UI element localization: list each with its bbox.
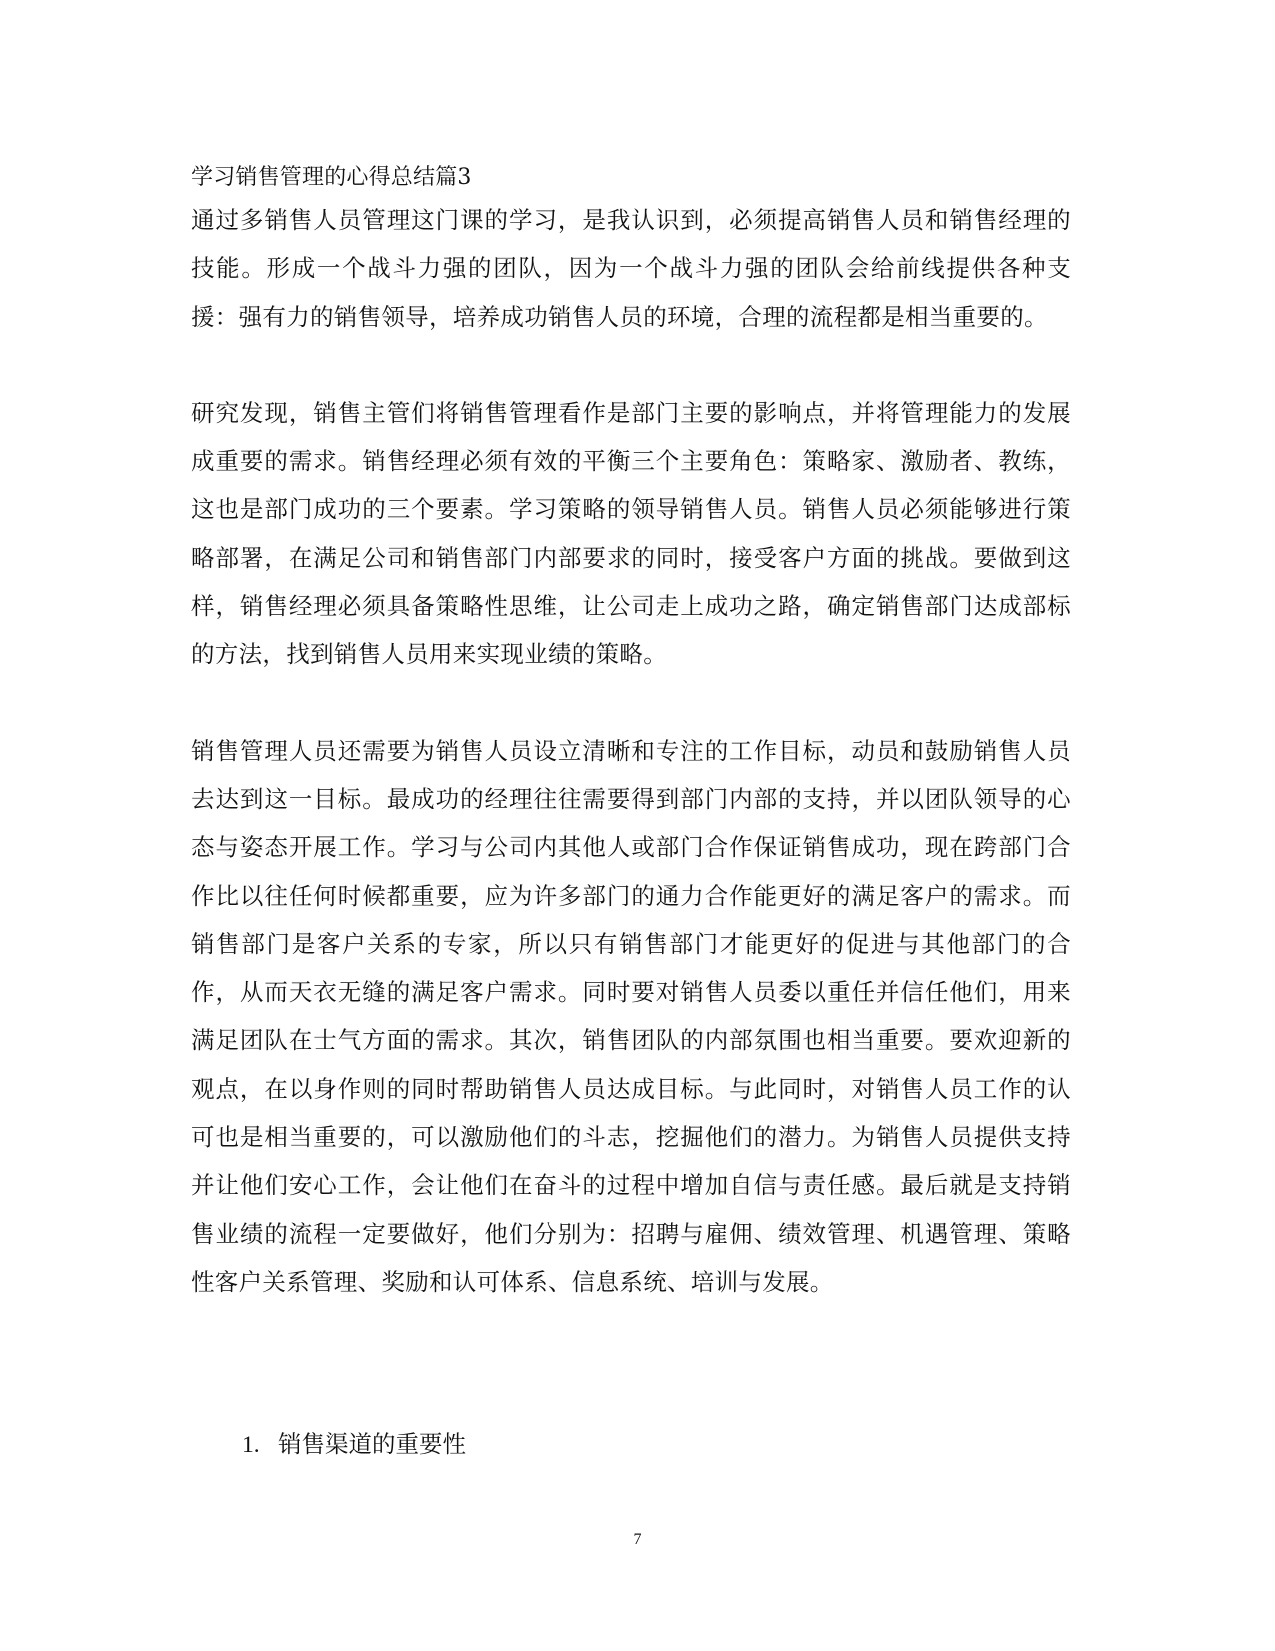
paragraph-1: 通过多销售人员管理这门课的学习，是我认识到，必须提高销售人员和销售经理的技能。形成一个战斗力强的团队，因为一个战斗力强的团队会给前线提供各种支援：强有力的销售领导，培养成功销售人员的环境，合理的流程都是相当重要的。	[191, 206, 1071, 331]
section-title: 学习销售管理的心得总结篇3	[191, 165, 472, 190]
list-item-number: 1.	[242, 1432, 260, 1458]
paragraph-spacer	[191, 341, 1071, 389]
list-item-text: 销售渠道的重要性	[278, 1430, 466, 1458]
document-body	[191, 160, 1071, 1306]
paragraph-3: 销售管理人员还需要为销售人员设立清晰和专注的工作目标，动员和鼓励销售人员去达到这一目标。最成功的经理往往需要得到部门内部的支持，并以团队领导的心态与姿态开展工作。学习与公司内其他人或部门合作保证销售成功，现在跨部门合作比以往任何时候都重要，应为许多部门的通力合作能更好的满足客户的需求。而销售部门是客户关系的专家，所以只有销售部门才能更好的促进与其他部门的合作，从而天衣无缝的满足客户需求。同时要对销售人员委以重任并信任他们，用来满足团队在士气方面的需求。其次，销售团队的内部氛围也相当重要。要欢迎新的观点，在以身作则的同时帮助销售人员达成目标。与此同时，对销售人员工作的认可也是相当重要的，可以激励他们的斗志，挖掘他们的潜力。为销售人员提供支持并让他们安心工作，会让他们在奋斗的过程中增加自信与责任感。最后就是支持销售业绩的流程一定要做好，他们分别为：招聘与雇佣、绩效管理、机遇管理、策略性客户关系管理、奖励和认可体系、信息系统、培训与发展。	[191, 736, 1071, 1296]
numbered-list-item	[242, 1424, 466, 1465]
paragraph-spacer	[191, 679, 1071, 727]
page-number: 7	[633, 1531, 642, 1548]
paragraph-2: 研究发现，销售主管们将销售管理看作是部门主要的影响点，并将管理能力的发展成重要的需求。销售经理必须有效的平衡三个主要角色：策略家、激励者、教练，这也是部门成功的三个要素。学习策略的领导销售人员。销售人员必须能够进行策略部署，在满足公司和销售部门内部要求的同时，接受客户方面的挑战。要做到这样，销售经理必须具备策略性思维，让公司走上成功之路，确定销售部门达成部标的方法，找到销售人员用来实现业绩的策略。	[191, 398, 1071, 669]
